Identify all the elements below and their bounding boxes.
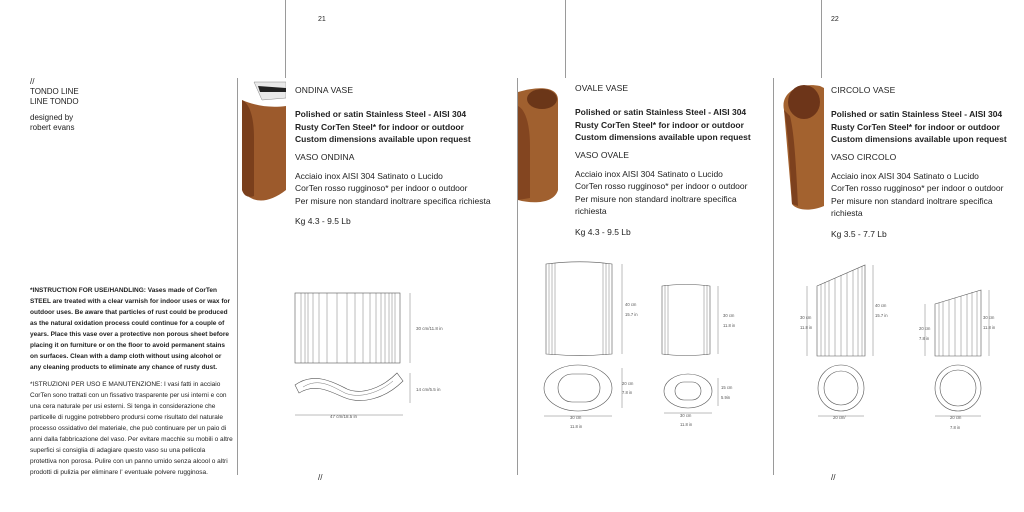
ovale-photo	[518, 86, 560, 206]
spec-it: Acciaio inox AISI 304 Satinato o Lucido CorTen rosso rugginoso* per indoor o outdoor Per misure non standard inoltrare specifica richiesta	[831, 170, 1004, 218]
dim-text: 40 cm	[625, 302, 637, 307]
product-title: CIRCOLO VASE	[831, 85, 896, 95]
product-title-it: VASO ONDINA	[295, 151, 355, 162]
series-mark: //	[30, 77, 35, 86]
dim-text: 11.8 in	[723, 323, 736, 328]
dim-height: 30 cm/11.8 in	[416, 326, 443, 331]
series-info	[30, 77, 190, 133]
spec-en: Polished or satin Stainless Steel - AISI 304 Rusty CorTen Steel* for indoor or outdoor Custom dimensions available upon request	[575, 107, 751, 142]
dim-text: 30 cm	[570, 415, 582, 420]
product-weight: Kg 4.3 - 9.5 Lb	[575, 226, 631, 237]
dim-text: 20 cm	[950, 415, 962, 420]
dim-text: 30 cm	[983, 315, 995, 320]
dim-text: 7.8 in	[950, 425, 961, 430]
dim-text: 20 cm	[622, 381, 634, 386]
page-divider	[237, 78, 238, 475]
page-divider	[821, 0, 822, 78]
ovale-drawing	[540, 258, 750, 433]
instructions-it: *ISTRUZIONI PER USO E MANUTENZIONE: I vasi fatti in acciaio CorTen sono trattati con un fissativo trasparente per usi interni e con una cera naturale per usi esterni. Si tenga in considerazione che particelle di ruggine potrebbero prodursi come risultato del naturale processo ossidativo del materiale, che può continuare per un paio di anni dalla fabbricazione del vaso. Per evitare macchie su mobili o altre superfici si consiglia di adagiare questo vaso su una pellicola protettiva non porosa. Pulire con un panno umido senza alcool o altri prodotti di pulizia per eliminare l' eventuale polvere rugginosa.	[30, 381, 233, 476]
spec-it: Acciaio inox AISI 304 Satinato o Lucido CorTen rosso rugginoso* per indoor o outdoor Per misure non standard inoltrare specifica richiesta	[295, 170, 491, 206]
product-title-it: VASO OVALE	[575, 149, 630, 160]
dim-text: 7.8 in	[919, 336, 930, 341]
page-end-mark: //	[831, 473, 836, 482]
spec-en: Polished or satin Stainless Steel - AISI 304 Rusty CorTen Steel* for indoor or outdoor Custom dimensions available upon request	[831, 109, 1007, 144]
ondina-photo	[240, 78, 286, 206]
product-title: ONDINA VASE	[295, 85, 354, 95]
dim-text: 30 cm	[800, 315, 812, 320]
product-ondina	[295, 85, 515, 228]
page-divider	[773, 78, 774, 475]
product-ovale	[575, 83, 770, 238]
dim-text: 15 cm	[721, 385, 733, 390]
dim-text: 11.8 in	[680, 422, 693, 427]
dim-text: 5.9in	[721, 395, 731, 400]
product-weight: Kg 4.3 - 9.5 Lb	[295, 216, 351, 226]
dim-text: 30 cm	[723, 313, 735, 318]
dim-text: 20 cm	[919, 326, 931, 331]
page-end-mark: //	[318, 473, 323, 482]
page-divider	[285, 0, 286, 78]
page-number: 22	[831, 16, 839, 23]
dim-text: 40 cm	[875, 303, 887, 308]
dim-text: 11.8 in	[570, 424, 583, 429]
product-weight: Kg 3.5 - 7.7 Lb	[831, 228, 887, 239]
designer-name: robert evans	[30, 123, 75, 132]
product-title-it: VASO CIRCOLO	[831, 151, 897, 162]
circolo-drawing	[795, 260, 1020, 435]
dim-text: 30 cm	[680, 413, 692, 418]
product-circolo	[831, 85, 1021, 240]
product-title: OVALE VASE	[575, 83, 629, 93]
dim-width: 47 cm/18.5 in	[330, 414, 358, 419]
dim-text: 11.8 in	[983, 325, 996, 330]
page-divider	[565, 0, 566, 78]
dim-text: 15.7 in	[625, 312, 638, 317]
dim-text: 7.8 in	[622, 390, 633, 395]
page-number: 21	[318, 16, 326, 23]
circolo-photo	[780, 82, 824, 212]
dim-depth: 14 cm/5.5 in	[416, 387, 441, 392]
spec-en: Polished or satin Stainless Steel - AISI 304 Rusty CorTen Steel* for indoor or outdoor Custom dimensions available upon request	[295, 109, 471, 144]
series-line-it: LINE TONDO	[30, 97, 79, 106]
dim-text: 11.8 in	[800, 325, 813, 330]
ondina-drawing	[285, 285, 465, 425]
dim-text: 15.7 in	[875, 313, 888, 318]
spec-it: Acciaio inox AISI 304 Satinato o Lucido CorTen rosso rugginoso* per indoor o outdoor Per misure non standard inoltrare specifica richiesta	[575, 168, 748, 216]
dim-text: 20 cm/	[833, 415, 846, 420]
designed-by-label: designed by	[30, 113, 74, 122]
series-line-en: TONDO LINE	[30, 87, 79, 96]
instructions-en: *INSTRUCTION FOR USE/HANDLING: Vases made of CorTen STEEL are treated with a clear varnish for indoor uses or wax for outdoor uses. Be aware that particles of rust could be produced as the natural oxidation process could continue for a couple of years. Place this vase over a protective non porous sheet before placing it on furniture or on the floor to avoid permanent stains on surfaces. Clean with a damp cloth without using alcohol or any cleaning products to eliminate any chance of rusty dust.	[30, 287, 230, 371]
